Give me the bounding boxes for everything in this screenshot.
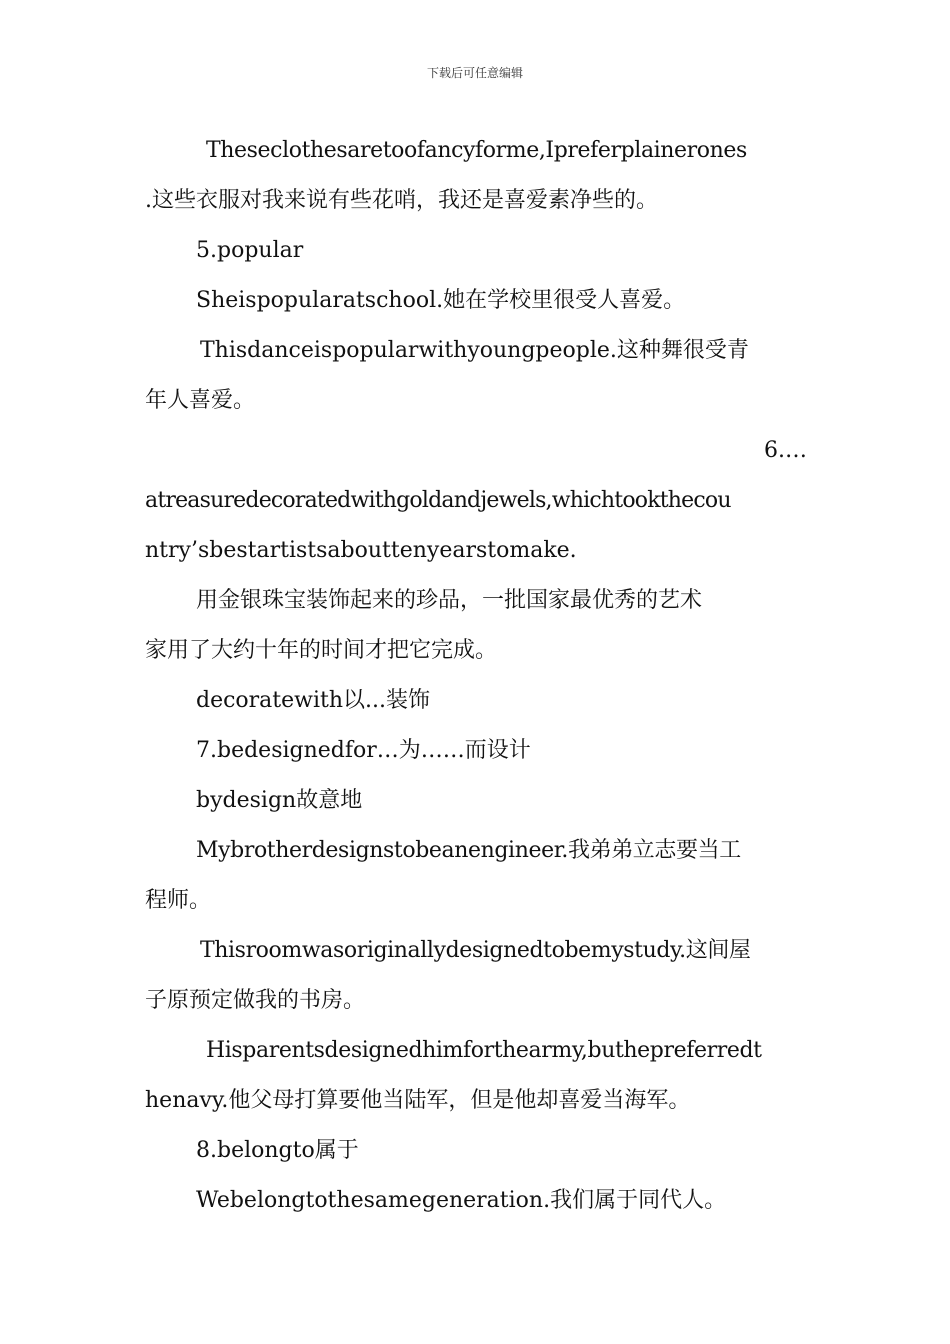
text-line: henavy.他父母打算要他当陆军，但是他却喜爱当海军。 (145, 1088, 691, 1113)
text-line: .这些衣服对我来说有些花哨，我还是喜爱素净些的。 (145, 188, 658, 213)
text-line: decoratewith以...装饰 (196, 688, 431, 713)
text-line: Thisroomwasoriginallydesignedtobemystudy.这间屋 (200, 938, 751, 963)
text-line: 家用了大约十年的时间才把它完成。 (145, 638, 498, 663)
text-line: 7.bedesignedfor…为……而设计 (196, 738, 531, 763)
text-line: atreasuredecoratedwithgoldandjewels,whichtookthecou (145, 488, 731, 513)
text-line: bydesign故意地 (196, 788, 363, 813)
text-line: ntry’sbestartistsabouttenyearstomake. (145, 538, 577, 563)
text-line: Webelongtothesamegeneration.我们属于同代人。 (196, 1188, 727, 1213)
text-line: Hisparentsdesignedhimforthearmy,buthepreferredt (206, 1038, 762, 1063)
document-body (145, 133, 807, 1233)
text-line: Mybrotherdesignstobeanengineer.我弟弟立志要当工 (196, 838, 741, 863)
text-line: 8.belongto属于 (196, 1138, 359, 1163)
text-line: 用金银珠宝装饰起来的珍品，一批国家最优秀的艺术 (196, 588, 703, 613)
text-line: 子原预定做我的书房。 (145, 988, 366, 1013)
text-line: 年人喜爱。 (145, 388, 256, 413)
text-line: Thisdanceispopularwithyoungpeople.这种舞很受青 (200, 338, 749, 363)
text-line: 6.… (764, 438, 807, 463)
text-line: 5.popular (196, 238, 304, 263)
text-line: 程师。 (145, 888, 212, 913)
text-line: Theseclothesaretoofancyforme,Ipreferplainerones (206, 138, 747, 163)
text-line: Sheispopularatschool.她在学校里很受人喜爱。 (196, 288, 686, 313)
page-header: 下载后可任意编辑 (426, 66, 523, 80)
